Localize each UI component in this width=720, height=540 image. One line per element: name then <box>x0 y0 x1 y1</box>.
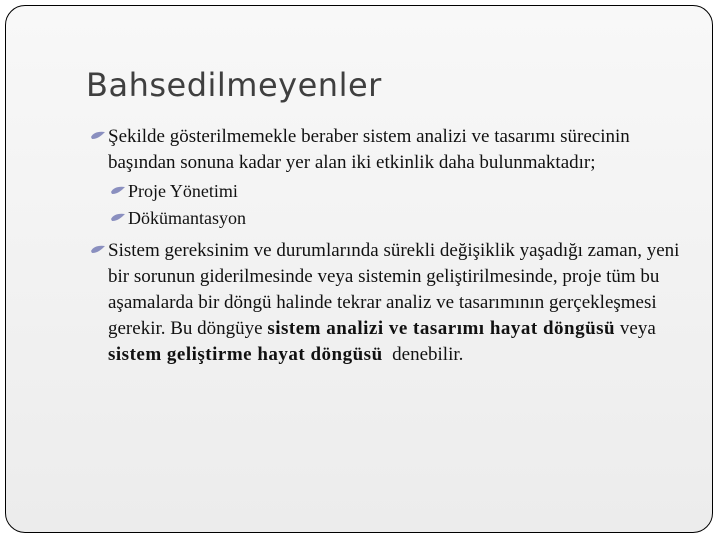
bullet-text-1: Şekilde gösterilmemekle beraber sistem analizi ve tasarımı sürecinin başından sonuna kadar yer alan iki etkinlik daha bulunmaktadır; <box>108 126 630 173</box>
bold-term-2: sistem geliştirme hayat döngüsü <box>108 344 383 365</box>
bold-term-1: sistem analizi ve tasarımı hayat döngüsü <box>267 318 616 339</box>
slide-frame <box>5 5 713 533</box>
leaf-bullet-icon <box>110 185 126 197</box>
leaf-bullet-icon <box>90 130 106 142</box>
sub-item-label: Proje Yönetimi <box>128 181 238 201</box>
leaf-bullet-icon <box>90 244 106 256</box>
sub-item-label: Dökümantasyon <box>128 208 246 228</box>
slide-title: Bahsedilmeyenler <box>86 66 382 104</box>
bullet-text-2c: denebilir. <box>382 344 464 365</box>
slide-content <box>90 124 690 368</box>
bullet-text-2a: Sistem gereksinim ve durumlarında sürekli değişiklik yaşadığı zaman, yeni bir sorunun giderilmesinde veya sistemin geliştirilmesinde, proje tüm bu aşamalarda bir döngü halinde tekrar analiz ve tasarımının gerçekleşmesi gerekir. Bu döngüye <box>108 240 680 339</box>
bullet-item-1 <box>90 124 690 176</box>
bullet-item-2 <box>90 238 690 368</box>
sub-item-1 <box>90 178 690 205</box>
bullet-text-2b: veya <box>615 318 656 339</box>
leaf-bullet-icon <box>110 212 126 224</box>
sub-item-2 <box>90 205 690 232</box>
